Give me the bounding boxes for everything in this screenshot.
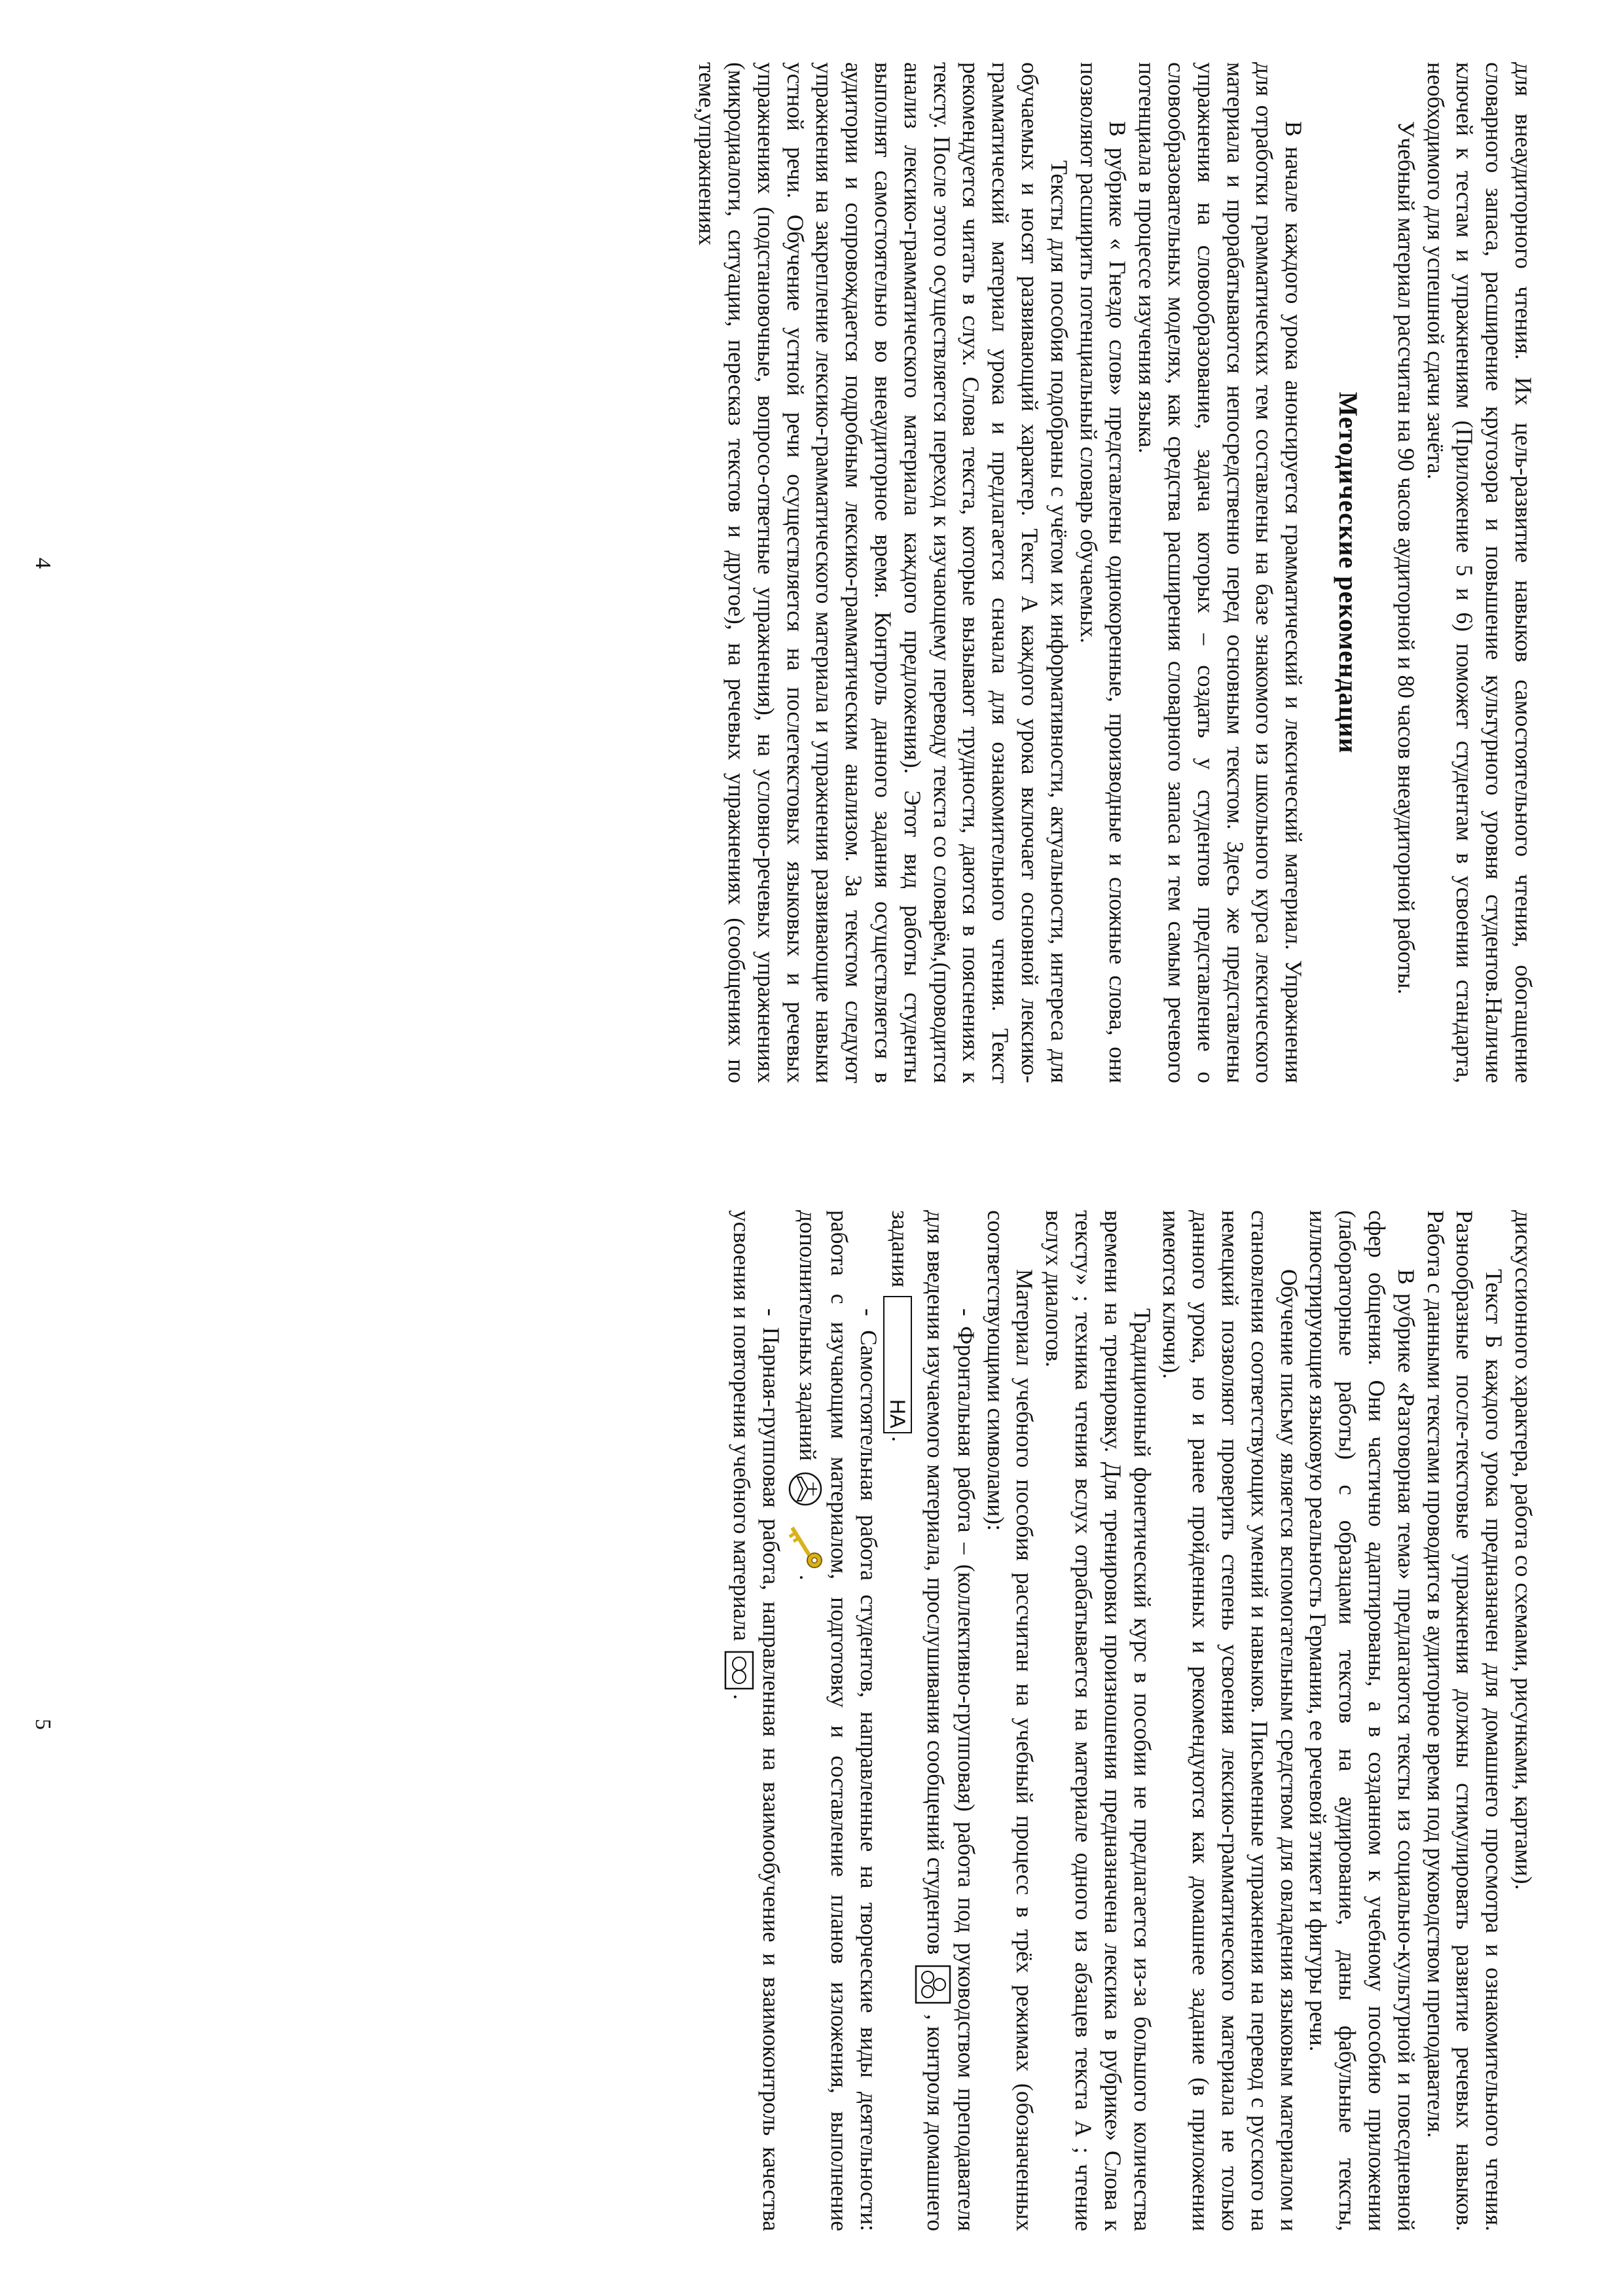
paragraph: Традиционный фонетический курс в пособии не предлагается из-за большого количества времени на тренировку. Для тренировки произношения предназначена лексика в рубрике» Слова к тексту» ; техника чтения вслух отрабатывается на материале одного из абзацев текста А ; чтение вслух диалогов.	[1041, 1210, 1156, 2231]
mode-pair: - Парная-групповая работа, направленная на взаимообучение и взаимоконтроль качества усвоения и повторения учебного материала .	[724, 1210, 786, 2231]
globe-book-icon	[787, 1471, 824, 1507]
paragraph: Материал учебного пособия рассчитан на учебный процесс в трёх режимах (обозначенных соответствующими символами):	[982, 1210, 1038, 2231]
page-4-column	[692, 62, 1538, 1083]
mode-self: - Самостоятельная работа студентов, направленные на творческие виды деятельности: работа с изучающим материалом, подготовку и составление планов изложения, выполнение дополнительных заданий .	[786, 1210, 884, 2231]
page-5-column	[724, 1210, 1538, 2231]
key-icon	[786, 1521, 825, 1571]
paragraph: В рубрике «Разговорная тема» предлагаются тексты из социально-культурной и повседневной сфер общения. Они частично адаптированы, а в созданном к учебному пособию приложении (лабораторные работы) с образцами текстов на аудирование, даны фабульные тексты, иллюстрирующие языковую реальность Германии, ее речевой этикет и фигуры речи.	[1305, 1210, 1419, 2231]
paragraph: для внеаудиторного чтения. Их цель-развитие навыков самостоятельного чтения, обогащение словарного запаса, расширение кругозора и повышение культурного уровня студентов.Наличие ключей к тестам и упражнениям (Приложение 5 и 6) поможет студентам в усвоении стандарта, необходимого для успешной сдачи зачёта.	[1422, 62, 1537, 1083]
paragraph: Учебный материал рассчитан на 90 часов аудиторной и 80 часов внеаудиторной работы.	[1393, 121, 1419, 995]
page-number: 4	[31, 558, 55, 569]
group-circles-icon	[915, 1965, 951, 2004]
homework-badge: HA	[883, 1296, 912, 1433]
paragraph: В рубрике « Гнездо слов» представлены однокоренные, производные и сложные слова, они позволяют расширить потенциальный словарь обучаемых.	[1075, 62, 1131, 1083]
mode-self-text: - Самостоятельная работа студентов, направленные на творческие виды деятельности: работа с изучающим материалом, подготовку и составление планов изложения, выполнение дополнительных заданий	[794, 1210, 883, 2231]
page-5	[0, 1148, 1623, 2296]
paragraph: Тексты для пособия подобраны с учётом их информативности, актуальности, интереса для обучаемых и носят развивающий характер. Текст А каждого урока включает основной лексико-грамматический материал урока и предлагается сначала для ознакомительного чтения. Текст рекомендуется читать в слух. Слова текста, которые вызывают трудности, даются в пояснениях к тексту. После этого осуществляется переход к изучающему переводу текста со словарём,(проводится анализ лексико-грамматического материала каждого предложения). Этот вид работы студенты выполнят самостоятельно во внеаудиторное время. Контроль данного задания осуществляется в аудитории и сопровождается подробным лексико-грамматическим анализом. За текстом следуют упражнения на закрепление лексико-грамматического материала и упражнения развивающие навыки устной речи. Обучение устной речи осуществляется на послетекстовых языковых и речевых упражнениях (подстановочные, вопросо-ответные упражнения), на условно-речевых упражнениях (микродиалоги, ситуации, пересказ текстов и другое), на речевых упражнениях (сообщениях по теме,упражнениях	[694, 62, 1072, 1083]
mode-pair-text: - Парная-групповая работа, направленная на взаимообучение и взаимоконтроль качества усвоения и повторения учебного материала	[728, 1210, 784, 2231]
section-heading: Методические рекомендации	[1334, 391, 1364, 754]
paragraph: Текст Б каждого урока предназначен для домашнего просмотра и ознакомительного чтения. Разнообразные после-текстовые упражнения должны стимулировать развитие речевых навыков. Работа с данными текстами проводится в аудиторное время под руководством преподавателя.	[1422, 1210, 1508, 2231]
mode-frontal: - Фронтальная работа – (коллективно-групповая) работа под руководством преподавателя для введения изучаемого материала, прослушивания сообщений студентов , контроля домашнего задания HA.	[883, 1210, 981, 2231]
mode-frontal-text: - Фронтальная работа – (коллективно-групповая) работа под руководством преподавателя для введения изучаемого материала, прослушивания сообщений студентов	[922, 1210, 979, 2231]
paragraph: Обучение письму является вспомогательным средством для овладения языковым материалом и становления соответствующих умений и навыков. Письменные упражнения на перевод с русского на немецкий позволяют проверить степень усвоения лексико-грамматического материала не только данного урока, но и ранее пройденных и рекомендуются как домашнее задание (в приложении имеются ключи).	[1158, 1210, 1302, 2231]
mode-frontal-tail: , контроля домашнего задания	[887, 1210, 949, 2232]
paragraph: В начале каждого урока анонсируется грамматический и лексический материал. Упражнения для отработки грамматических тем составлены на базе знакомого из школьного курса лексического материала и прорабатываются непосредственно перед основным текстом. Здесь же представлены упражнения на словообразование, задача которых – создать у студентов представление о словообразовательных моделях, как средства расширения словарного запаса и тем самым речевого потенциала в процессе изучения языка.	[1134, 62, 1307, 1083]
page-number: 5	[31, 1719, 55, 1730]
pair-circles-icon	[724, 1651, 754, 1690]
paragraph: дискуссионного характера, работа со схемами, рисунками, картами).	[1510, 1210, 1537, 1890]
